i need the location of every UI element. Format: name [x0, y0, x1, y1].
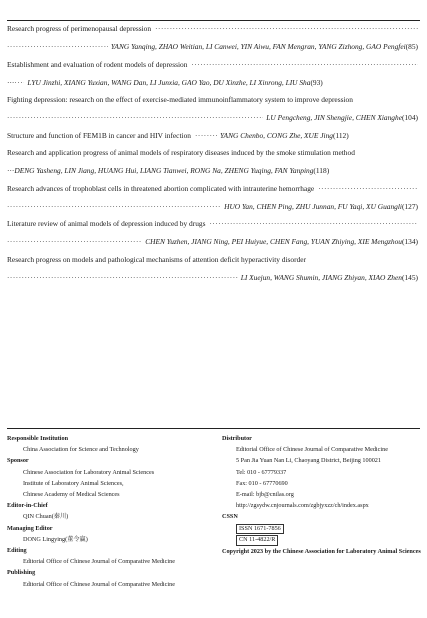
- sponsor-value: Chinese Association for Laboratory Animal Sciences: [23, 468, 155, 476]
- sponsor-value: Chinese Academy of Medical Sciences: [23, 491, 120, 499]
- fax: Fax: 010 - 67770690: [236, 479, 288, 487]
- colophon-rule: [7, 428, 420, 429]
- entry-authors: YANG Chenbo, CONG Zhe, XUE Jing: [219, 130, 333, 140]
- dot-leader: [318, 184, 418, 194]
- entry-title: Structure and function of FEM1B in cancer and HIV infection: [7, 130, 191, 140]
- sponsor-value: Institute of Laboratory Animal Sciences,: [23, 479, 124, 487]
- toc-entry[interactable]: [7, 255, 418, 283]
- distributor-value: Editorial Office of Chinese Journal of Comparative Medicine: [236, 446, 388, 454]
- website-link[interactable]: http://zgsydw.cnjournals.com/zgbjyxzz/ch/index.aspx: [236, 502, 369, 510]
- top-rule: [7, 20, 420, 21]
- entry-page: (127): [401, 201, 418, 211]
- entry-title: Research and application progress of animal models of respiratory diseases induced by the smoke stimulation method: [7, 148, 355, 157]
- distributor-label: Distributor: [222, 435, 252, 442]
- toc-entry[interactable]: [7, 131, 418, 141]
- entry-authors: CHEN Yuzhen, JIANG Ning, PEI Huiyue, CHEN Fang, YUAN Zhiying, XIE Mengzhou: [145, 237, 402, 246]
- entry-page: (134): [401, 237, 418, 246]
- dot-leader: [7, 237, 142, 247]
- entry-authors: DENG Yasheng, LIN Jiang, HUANG Hui, LIANG Tianwei, RONG Na, ZHENG Yuqing, FAN Yanping: [14, 166, 314, 175]
- managing-editor-label: Managing Editor: [7, 524, 53, 532]
- entry-leader-prefix: ···: [7, 77, 15, 87]
- dot-leader: [195, 131, 217, 141]
- managing-editor-value: DONG Lingying(董令赢): [23, 535, 88, 543]
- dot-leader: [7, 113, 263, 123]
- entry-title: Literature review of animal models of depression induced by drugs: [7, 219, 206, 228]
- editing-label: Editing: [7, 547, 27, 555]
- dot-leader: [209, 219, 418, 229]
- tel: Tel: 010 - 67779337: [236, 468, 287, 476]
- colophon-left: [7, 433, 212, 590]
- entry-page: (112): [332, 130, 349, 140]
- entry-title: Fighting depression: research on the effect of exercise-mediated immunoinflammatory system to improve depression: [7, 95, 353, 104]
- editor-value: QIN Chuan(秦川): [23, 513, 69, 521]
- toc-entry[interactable]: [7, 184, 418, 212]
- toc-entry[interactable]: [7, 148, 418, 176]
- entry-authors: LU Pengcheng, JIN Shengjie, CHEN Xianghe: [266, 113, 402, 122]
- entry-page: (145): [401, 272, 418, 282]
- dot-leader: [7, 42, 108, 52]
- table-of-contents: [7, 24, 418, 290]
- entry-title: Establishment and evaluation of rodent models of depression: [7, 59, 188, 69]
- entry-title: Research progress on models and pathological mechanisms of attention deficit hyperactivity disorder: [7, 254, 307, 264]
- entry-authors: HUO Yan, CHEN Ping, ZHU Junnan, FU Yaqi, XU Guangli: [224, 201, 402, 211]
- toc-entry[interactable]: [7, 24, 418, 52]
- address: 5 Pan Jia Yuan Nan Li, Chaoyang District, Beijing 100021: [236, 457, 381, 465]
- dot-leader: [14, 78, 24, 88]
- responsible-value: China Association for Science and Technology: [23, 446, 139, 454]
- entry-authors: YANG Yanqing, ZHAO Weitian, LI Canwei, YIN Aiwu, FAN Mengran, YANG Zizhong, GAO Pengfei: [110, 42, 406, 51]
- dot-leader: [7, 202, 221, 212]
- sponsor-label: Sponsor: [7, 457, 29, 465]
- dot-leader: [191, 60, 418, 70]
- entry-page: (85): [405, 42, 418, 51]
- publishing-label: Publishing: [7, 569, 36, 577]
- entry-page: (118): [313, 166, 330, 175]
- dot-leader: [7, 273, 238, 283]
- entry-authors: LI Xuejun, WANG Shumin, JIANG Zhiyan, XIAO Zhen: [240, 272, 402, 282]
- toc-entry[interactable]: [7, 219, 418, 247]
- entry-page: (93): [310, 77, 323, 87]
- entry-authors: LYU Jinzhi, XIANG Yuxian, WANG Dan, LI Junxia, GAO Yao, DU Xinzhe, LI Xinrong, LIU Sha: [27, 77, 311, 87]
- entry-title: Research advances of trophoblast cells in threatened abortion complicated with intrauterine hemorrhage: [7, 183, 315, 193]
- entry-leader-prefix: ···: [7, 166, 15, 175]
- responsible-label: Responsible Institution: [7, 435, 69, 442]
- cssn-label: CSSN: [222, 513, 238, 521]
- dot-leader: [155, 24, 418, 34]
- editing-value: Editorial Office of Chinese Journal of Comparative Medicine: [23, 558, 175, 566]
- publishing-value: Editorial Office of Chinese Journal of Comparative Medicine: [23, 580, 175, 588]
- toc-entry[interactable]: [7, 60, 418, 88]
- copyright: Copyright 2023 by the Chinese Association for Laboratory Animal Sciences: [222, 547, 421, 555]
- entry-page: (104): [401, 113, 418, 122]
- editor-label: Editor-in-Chief: [7, 502, 48, 510]
- email-link[interactable]: E-mail: bjb@cnilas.org: [236, 491, 294, 499]
- toc-entry[interactable]: [7, 95, 418, 123]
- issn-box: ISSN 1671-7856: [236, 524, 284, 535]
- entry-title: Research progress of perimenopausal depression: [7, 24, 152, 33]
- colophon-right: [222, 433, 422, 557]
- cn-box: CN 11-4822/R: [236, 535, 278, 546]
